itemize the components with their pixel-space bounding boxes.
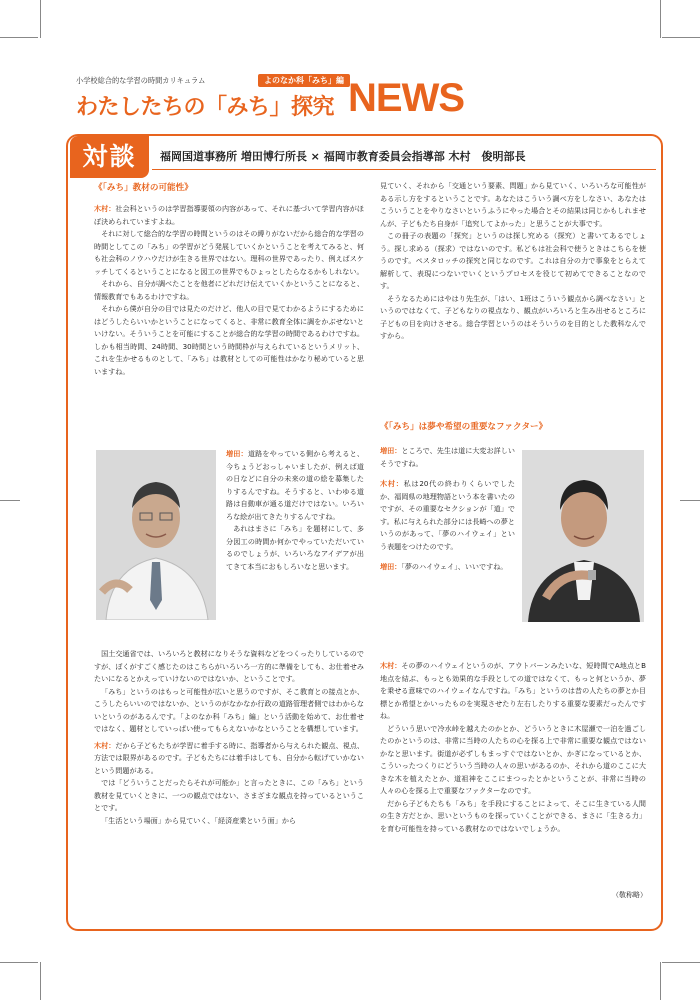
crop-mark [0, 37, 38, 38]
speaker-label: 木村： [94, 204, 116, 213]
photo-kimura [522, 450, 644, 622]
crop-mark [0, 962, 38, 963]
crop-mark [660, 0, 661, 38]
right-column-bottom [380, 660, 646, 835]
page-header [76, 74, 636, 126]
paragraph: その夢のハイウェイというのが、アウトバーンみたいな、短時間でA地点とB地点を結ぶ、もっとも効果的な手段としての道ではなくて、もっと何というか、夢を乗せる意味でのハイウェイなんですね。「みち」というのは昔の人たちの夢とか目標とか希望とかいったものを実現させたり左右したりする重要な要素だったんですね。 [380, 661, 646, 720]
right-column-wrap [380, 445, 515, 574]
person-photo-icon [96, 450, 216, 620]
paragraph: 「生活という場面」から見ていく、「経済産業という面」から [101, 815, 297, 825]
paragraph: それに対して総合的な学習の時間というのはその縛りがないだから総合的な学習の時間としてこの「みち」の学習がどう発展していくかということを考えてみると、何も社会科のノウハウだけが生きる世界ではない。理科の世界であったり、例えばスケッチしてくるということになると図工の世界でもひょっとしたらなるかもしれない。 [94, 229, 364, 276]
section-title-2: 《「みち」は夢や希望の重要なファクター》 [380, 422, 548, 432]
series-tag: よのなか科「みち」編 [258, 74, 350, 87]
paragraph: 社会科というのは学習指導要領の内容があって、それに基づいて学習内容がほぼ決められていますよね。 [94, 204, 364, 226]
left-column-top [94, 203, 364, 378]
paragraph: 「みち」というのはもっと可能性が広いと思うのですが、そこ教育との接点とか、こうしたらいいのではないか、というのがなかなか行政の道路管理者側ではわからないというのがあるんです。「よのなか科「みち」編」という活動を始めて、お仕着せではなく、題材としていっぱい使ってもらえないかなということを構想しています。 [94, 686, 364, 733]
paragraph: 私は20代の終わりくらいでしたか、福岡県の地理物語という本を書いたのですが、その重要なセクションが「道」です。私に与えられた部分には長崎への夢というのがあって、「夢のハイウェイ」という表題をつけたのです。 [380, 479, 516, 551]
paragraph: 国土交通省では、いろいろと教材になりそうな資料などをつくったりしているのですが、ぼくがすごく感じたのはこちらがいろいろ一方的に準備をしても、お仕着せみたいになるとかえっていけないのではないか、ということです。 [94, 649, 364, 683]
paragraph: 道路をやっている側から考えると、今ちょうどおっしゃいましたが、例えば道の日などに自分の未来の道の絵を募集したりするんですね。そうすると、いわゆる道路は自動車が通る道だけではない。いろいろな絵が出てきたりするんですね。 [226, 449, 365, 521]
paragraph: あれはまさに「みち」を題材にして、多分図工の時間か何かでやっていただいているのでしょうが、いろいろなアイデアが出てきて本当におもしろいなと思います。 [226, 524, 364, 571]
crop-mark [662, 962, 700, 963]
crop-mark [662, 37, 700, 38]
speaker-label: 増田： [380, 446, 402, 455]
divider [152, 169, 656, 170]
paragraph: それから、自分が調べたことを他者にどれだけ伝えていくかということになると、情報教育でもあるわけですね。 [94, 279, 364, 301]
crop-mark [40, 0, 41, 38]
crop-mark [0, 500, 20, 501]
paragraph: 「夢のハイウェイ」、いいですね。 [401, 562, 508, 571]
left-column-bottom [94, 648, 364, 827]
crop-mark [660, 962, 661, 1000]
paragraph: だから子どもたちが学習に着手する時に、指導者から与えられた観点、視点、方法では限界があるのです。子どもたちには着手はしても、自分から転げていかないという問題がある。 [94, 740, 365, 775]
photo-masuda [96, 450, 216, 620]
taidan-badge: 対談 [70, 136, 149, 178]
crop-mark [680, 500, 700, 501]
left-column-wrap [226, 448, 364, 573]
speaker-label: 木村： [380, 661, 402, 670]
participants-line: 福岡国道事務所 増田博行所長 × 福岡市教育委員会指導部 木村 俊明部長 [160, 150, 526, 163]
paragraph: では「どういうことだったらそれが可能か」と言ったときに、この「みち」という教材を見ていくときに、一つの観点ではない、さまざまな観点を持っているということです。 [94, 778, 364, 812]
paragraph: ところで、先生は道に大変お詳しいそうですね。 [380, 446, 515, 468]
news-wordmark: NEWS [348, 76, 464, 120]
paragraph: そうなるためにはやはり先生が、「はい、1班はこういう観点から調べなさい」というのではなくて、子どもなりの視点なり、観点がいろいろと生み出せるところに子どもの目を向けさせる。総合学習というのはそういうのを目的とした教科なんですから。 [380, 293, 646, 340]
speaker-label: 木村： [380, 479, 404, 488]
person-photo-icon [522, 450, 644, 622]
paragraph: だから子どもたちも「みち」を手段にすることによって、そこに生きている人間の生き方だとか、思いというものを探っていくことができる、まさに「生きる力」を育む可能性を持っている教材なのではないでしょうか。 [380, 798, 646, 833]
page-title: わたしたちの「みち」探究 [76, 95, 335, 120]
speaker-label: 増田： [226, 449, 248, 458]
speaker-label: 増田： [380, 562, 402, 571]
paragraph: この冊子の表題の「探究」というのは探し究める（探究）と書いてあるでしょう。探し求める（探求）ではないのです。私どもは社会科で使うときはこちらを使うのです。ペスタロッチの探究と同じなのです。これは自分の力で事象をとらえて解析して、表現につないでいくというプロセスを役じて初めてできることなのです。 [380, 231, 646, 290]
paragraph: それから僕が自分の目では見たのだけど、他人の目で見てわかるようにするためにはどうしたらいいかということになってくると、非常に教育全体に調をかぶせないといけない。そういうことを可能にすることが総合的な学習の時間であるわけですね。しかも相当時間、24時間、30時間という時間枠が与えられているというメリット、これを生かせるものとして、「みち」は教材としての可能性はかなり秘めていると思いますね。 [94, 304, 364, 376]
honorific-note: （敬称略） [612, 891, 647, 899]
paragraph: どういう思いで冷水峠を越えたのかとか、どういうときに木屋瀬で一泊を過ごしたのかというのは、非常に当時の人たちの心を探る上で非常に重要な観点ではないかなと思います。街道が必ずしもまっすぐではないとか、かぎになっているとか、こういったつくりにどういう当時の人々の思いがあるのか、それから道のここに大きな木を植えたとか、道祖神をここにまつったとかということが、非常に当時の人々の心を探る上で重要なファクターなのです。 [380, 723, 646, 795]
paragraph: 見ていく、それから「交通という要素、問題」から見ていく、いろいろな可能性がある示し方をするということです。あなたはこういう調べ方をしなさい、あなたはこういうことをやりなさいというふうにやった場合とその結果は同じかもしれませんが、子どもたち自身が「追究してよかった」と思うことが大事です。 [380, 181, 646, 228]
section-title-1: 《「みち」教材の可能性》 [94, 183, 193, 193]
header-subhead: 小学校総合的な学習の時間カリキュラム [76, 76, 206, 85]
right-column-top [380, 180, 646, 343]
speaker-label: 木村： [94, 740, 116, 750]
crop-mark [40, 962, 41, 1000]
